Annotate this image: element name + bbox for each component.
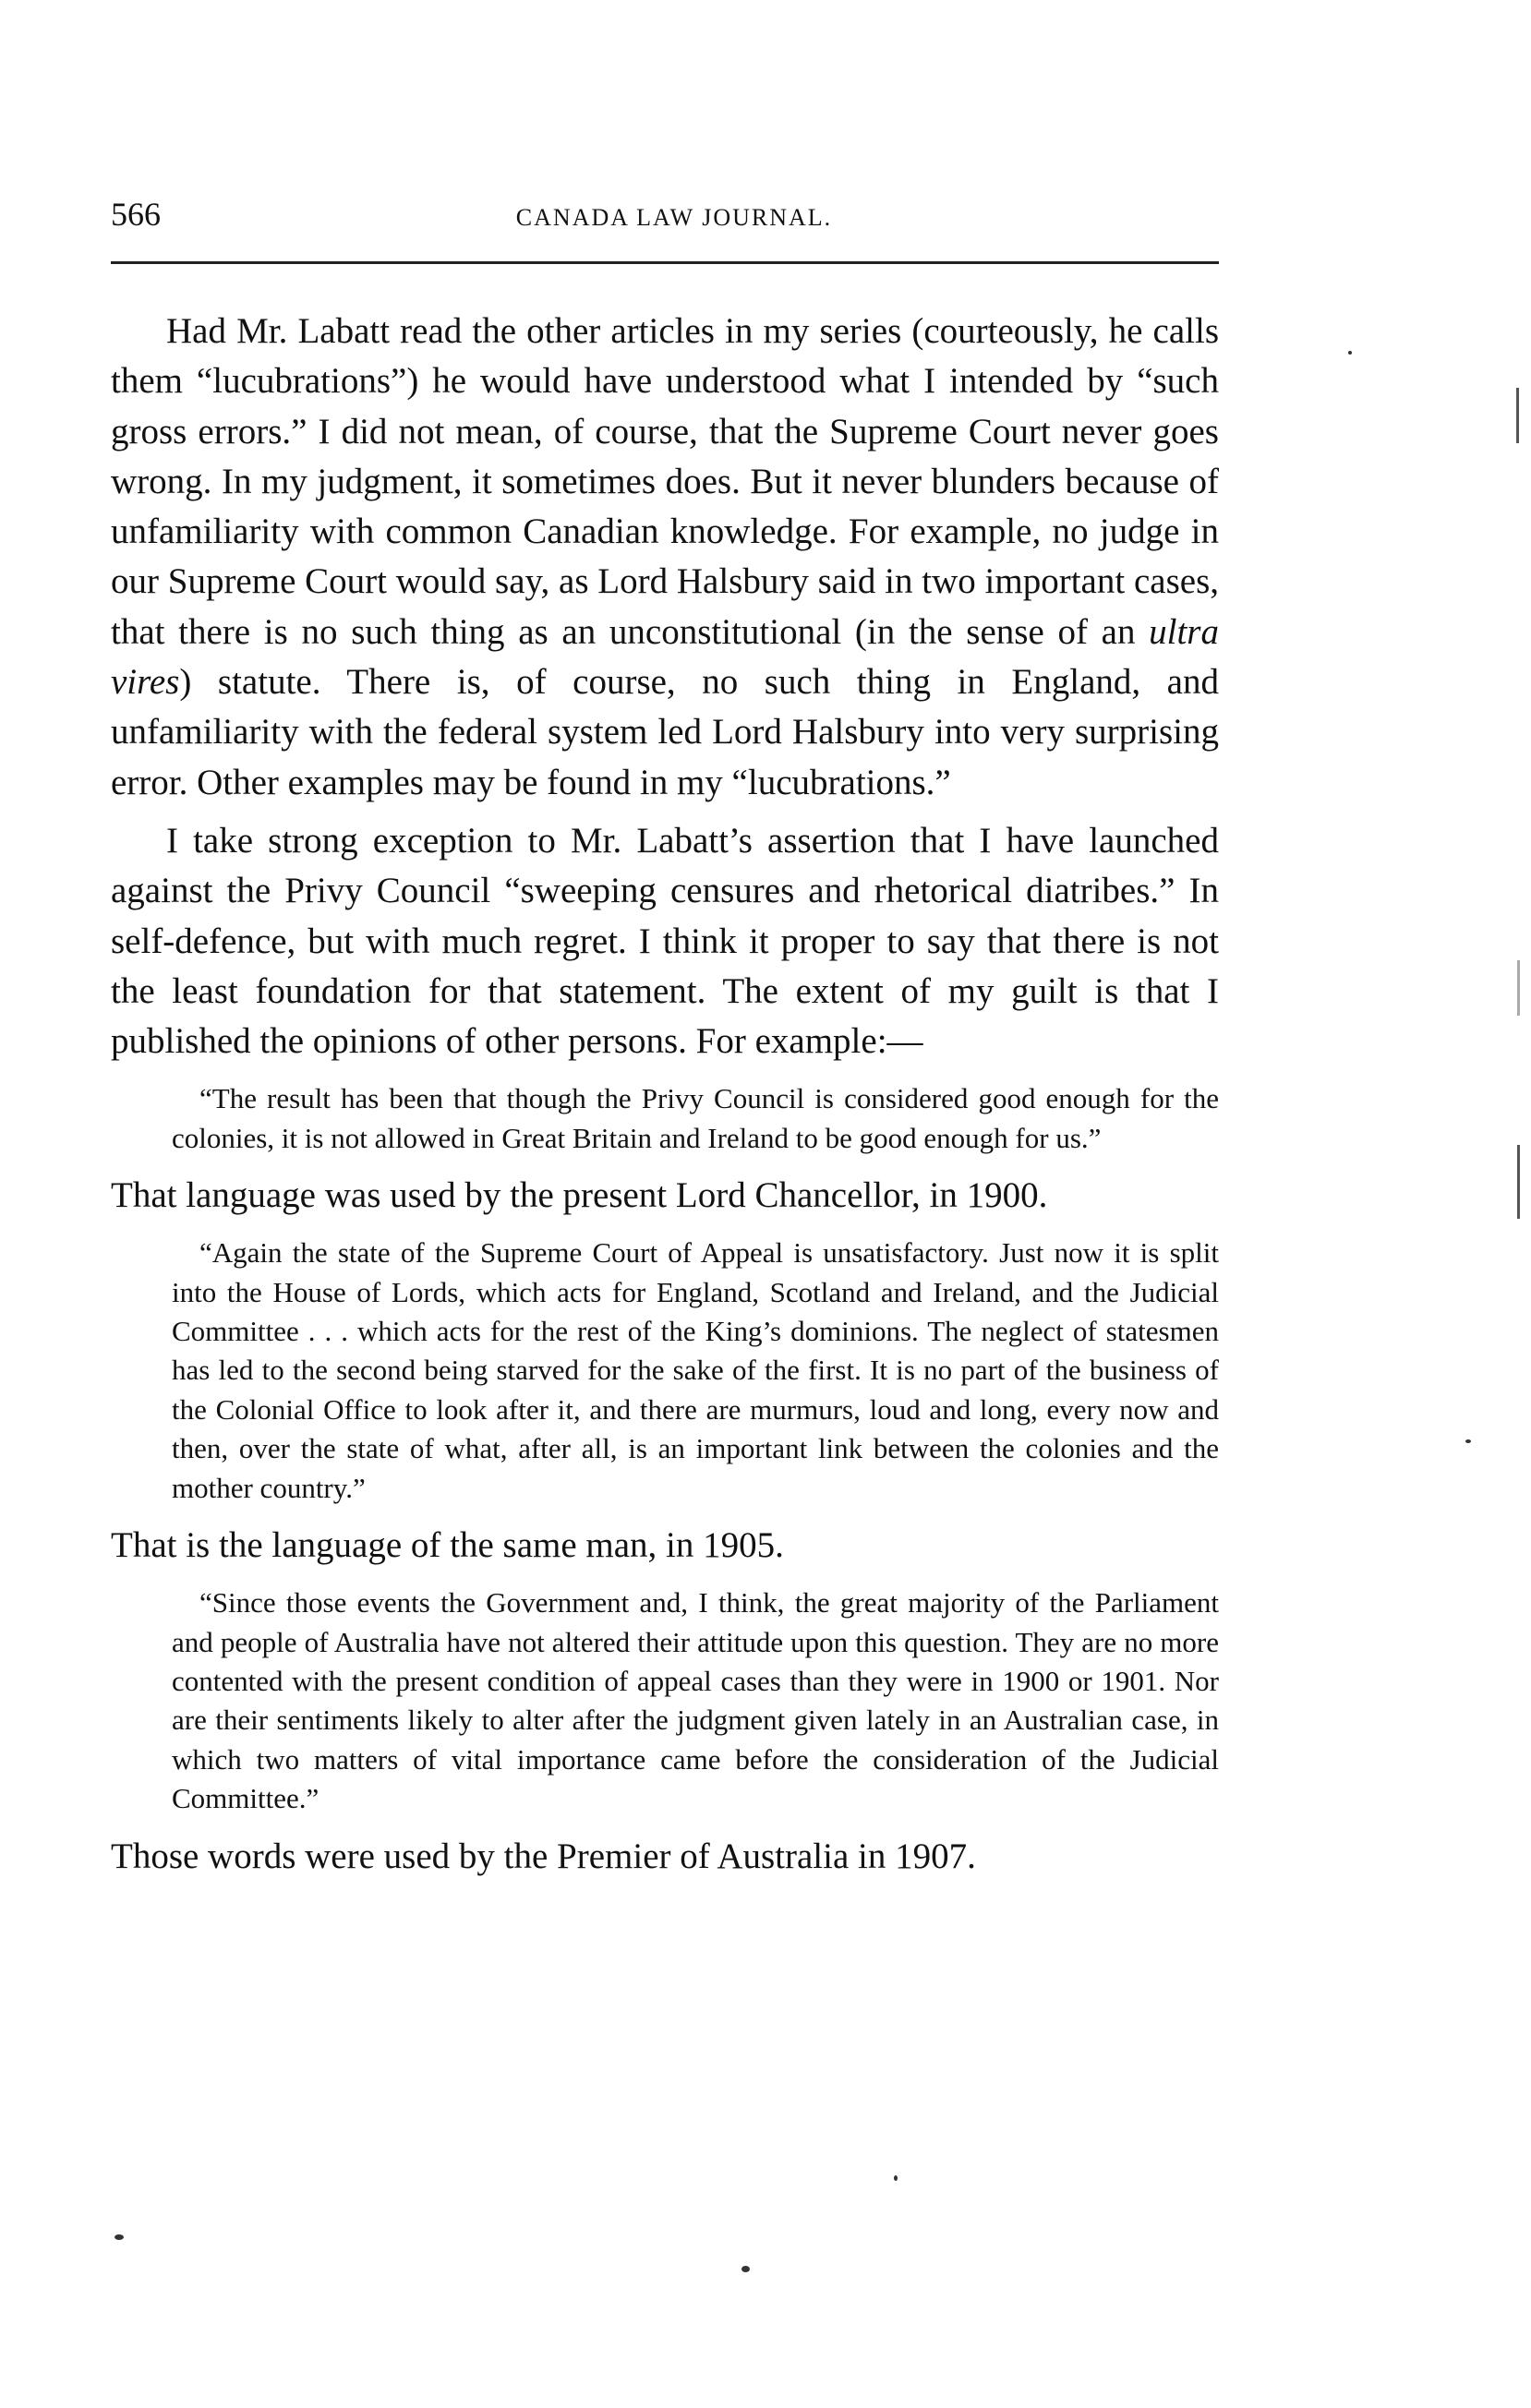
scan-edge-mark — [1517, 1145, 1520, 1219]
paragraph-1-italic: ultra vires — [111, 611, 1219, 703]
scan-speck — [894, 2175, 898, 2181]
body-text — [111, 307, 1219, 1887]
running-head: CANADA LAW JOURNAL. — [515, 204, 833, 231]
block-quote-3: “Since those events the Government and, I think, the great majority of the Parliament and people of Australia have not altered their attitude upon this question. They are no more contented with the present condition of appeal cases than they were in 1900 or 1901. Nor are their sentiments likely to alter after the judgment given lately in an Australian case, in which two matters of vital importance came before the consideration of the Judicial Committee.” — [172, 1586, 1219, 1815]
document-page — [111, 0, 1219, 2408]
quote-2-attribution: That is the language of the same man, in 1905. — [111, 1525, 784, 1566]
paragraph-1-text-b: ) statute. There is, of course, no such thing in England, and unfamiliarity with the federal system led Lord Halsbury into very surprising error. Other examples may be found in my “lucubrations.” — [111, 662, 1219, 802]
scan-edge-mark — [1516, 388, 1519, 443]
scan-speck — [1465, 1439, 1471, 1443]
scan-speck — [741, 2266, 750, 2272]
header-rule — [111, 261, 1219, 264]
paragraph-1-text-a: Had Mr. Labatt read the other articles in my series (courteously, he calls them “lucubrations”) he would have understood what I intended by “such gross errors.” I did not mean, of course, that the Supreme Court never goes wrong. In my judgment, it sometimes does. But it never blunders because of unfamiliarity with common Canadian knowledge. For example, no judge in our Supreme Court would say, as Lord Halsbury said in two important cases, that there is no such thing as an unconstitutional (in the sense of an — [111, 311, 1219, 652]
quote-1-attribution: That language was used by the present Lord Chancellor, in 1900. — [111, 1175, 1048, 1216]
scan-speck — [115, 2234, 124, 2240]
page-header — [111, 191, 1219, 237]
scan-speck — [1348, 351, 1352, 355]
paragraph-1 — [111, 307, 1219, 808]
quote-3-attribution: Those words were used by the Premier of Australia in 1907. — [111, 1836, 976, 1876]
page-number: 566 — [111, 196, 161, 233]
block-quote-2: “Again the state of the Supreme Court of Appeal is unsatisfactory. Just now it is split into the House of Lords, which acts for England, Scotland and Ireland, and the Judicial Committee . . . which acts for the rest of the King’s dominions. The neglect of statesmen has led to the second being starved for the sake of the first. It is no part of the business of the Colonial Office to look after it, and there are murmurs, loud and long, every now and then, over the state of what, after all, is an important link between the colonies and the mother country.” — [172, 1236, 1219, 1504]
block-quote-1: “The result has been that though the Privy Council is considered good enough for the colonies, it is not allowed in Great Britain and Ireland to be good enough for us.” — [172, 1082, 1219, 1154]
scan-edge-mark — [1517, 960, 1520, 1016]
paragraph-2: I take strong exception to Mr. Labatt’s assertion that I have launched against the Privy Council “sweeping censures and rhetorical diatribes.” In self-defence, but with much regret. I think it proper to say that there is not the least foundation for that statement. The extent of my guilt is that I published the opinions of other persons. For example:— — [111, 820, 1219, 1062]
